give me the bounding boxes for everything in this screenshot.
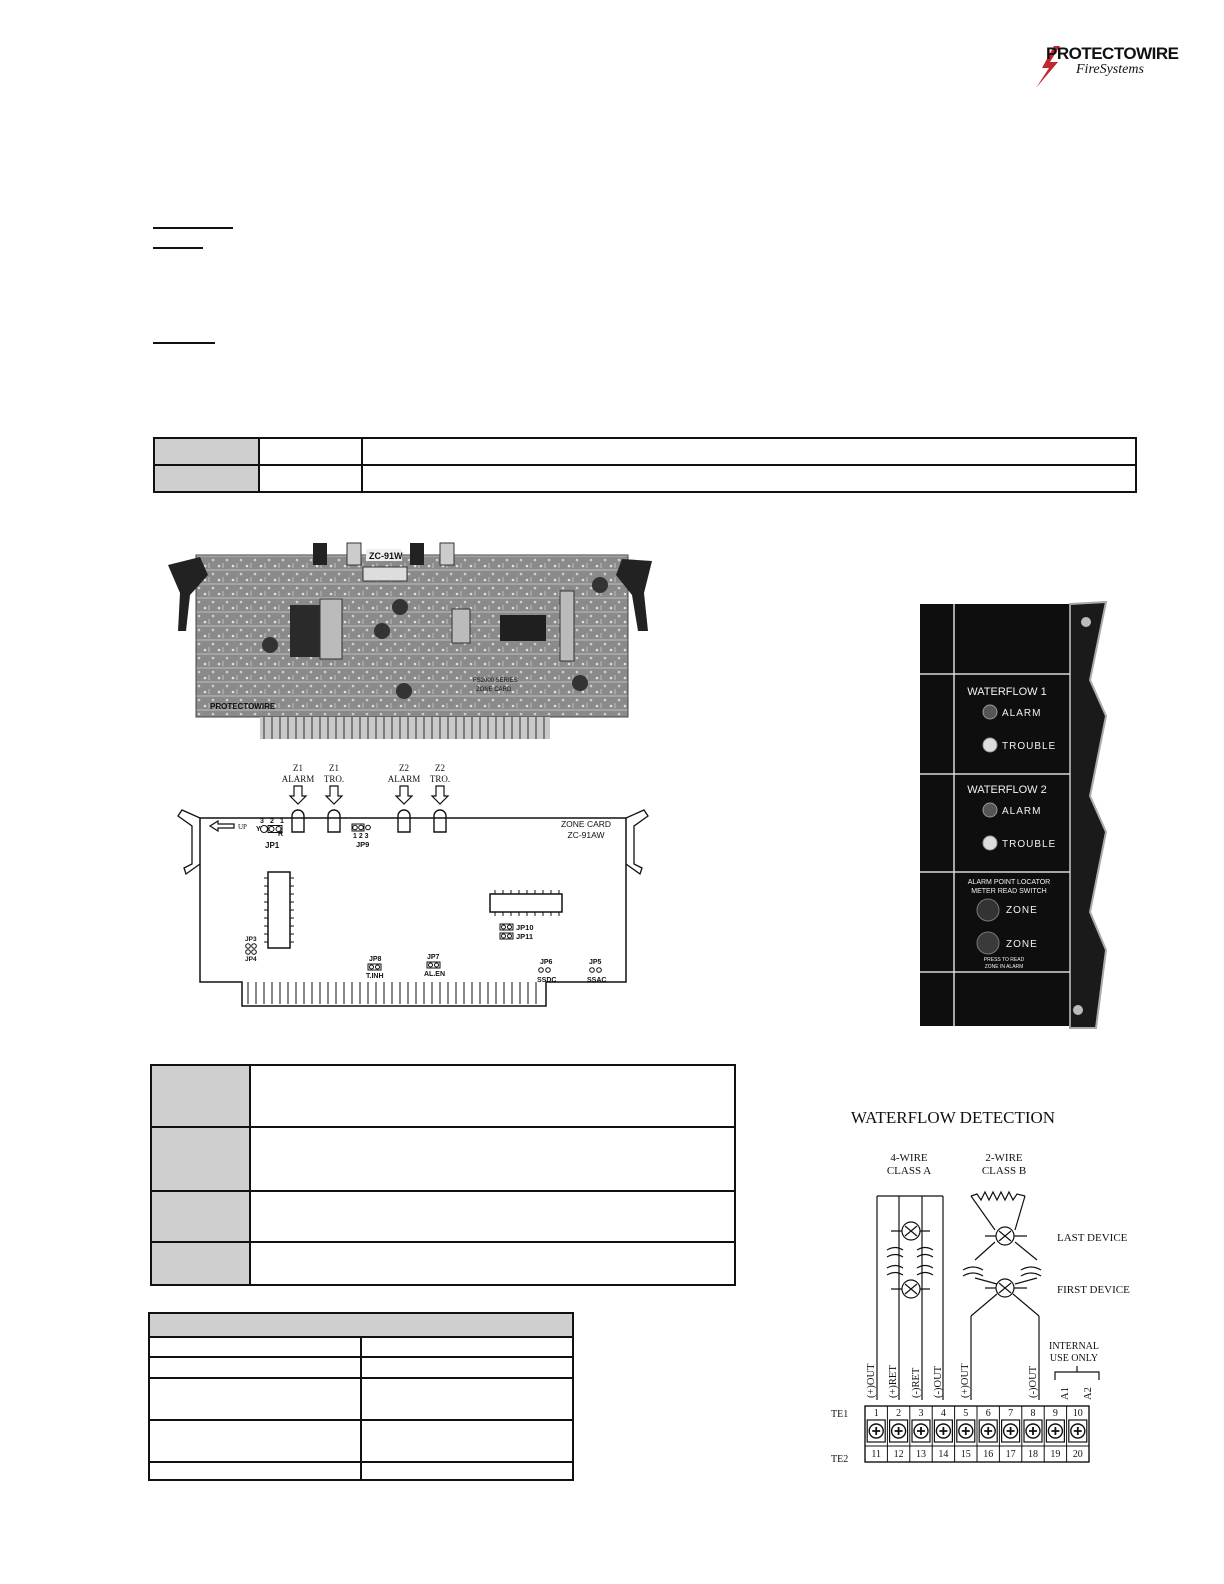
- card-model: ZC-91AW: [567, 830, 605, 840]
- panel-note-2: ZONE IN ALARM: [984, 964, 1024, 970]
- led-label-z1: Z1: [329, 763, 339, 773]
- table-cell: [259, 465, 362, 492]
- jp7-label: JP7: [427, 954, 440, 961]
- te1-label: TE1: [831, 1409, 849, 1420]
- terminal-label-1: (+)OUT: [866, 1363, 877, 1398]
- jp6-sub: SSDC: [537, 977, 557, 984]
- te2-label: TE2: [831, 1454, 849, 1465]
- table-cell: [361, 1357, 573, 1378]
- table-cell: [250, 1242, 735, 1285]
- te2-terminal-number: 11: [871, 1449, 882, 1460]
- middle-table: [150, 1064, 736, 1286]
- te1-terminal-number: 3: [918, 1408, 924, 1419]
- table-cell: [250, 1191, 735, 1242]
- alarm-led-1: [983, 705, 997, 719]
- table-cell: [151, 1242, 250, 1285]
- te2-terminal-number: 20: [1072, 1449, 1083, 1460]
- te2-terminal-number: 19: [1050, 1449, 1061, 1460]
- terminal-label-8: (-)OUT: [1028, 1365, 1039, 1398]
- table-cell: [149, 1337, 361, 1357]
- jp1-sub-r: R: [278, 831, 284, 838]
- panel-note-1: PRESS TO READ: [983, 957, 1025, 963]
- jp1-pin-2: 2: [270, 818, 274, 825]
- table-cell: [154, 465, 259, 492]
- panel-zone-label-2: ZONE: [1006, 939, 1038, 950]
- led-label-z1: Z1: [293, 763, 303, 773]
- panel-waterflow1-alarm: ALARM: [1002, 708, 1042, 719]
- terminal-label-5: (+)OUT: [960, 1363, 971, 1398]
- internal-line1: INTERNAL: [1049, 1341, 1099, 1352]
- class-b-line2: CLASS B: [981, 1165, 1027, 1177]
- table-header-cell: [149, 1313, 573, 1337]
- jp11-label: JP11: [516, 932, 534, 941]
- class-a-line1: 4-WIRE: [890, 1152, 928, 1164]
- table-cell: [151, 1127, 250, 1191]
- table-cell: [362, 465, 1136, 492]
- panel-waterflow2-alarm: ALARM: [1002, 806, 1042, 817]
- te2-terminal-number: 14: [938, 1449, 949, 1460]
- table-cell: [361, 1420, 573, 1462]
- jp6-label: JP6: [540, 959, 553, 966]
- led-label-tro: TRO.: [323, 774, 345, 784]
- te2-terminal-number: 16: [983, 1449, 994, 1460]
- table-cell: [154, 438, 259, 465]
- jp10-label: JP10: [516, 923, 534, 932]
- table-cell: [149, 1357, 361, 1378]
- zone-switch-1: [977, 899, 999, 921]
- jp7-sub: AL.EN: [424, 971, 445, 978]
- te2-terminal-number: 13: [916, 1449, 926, 1460]
- class-b-line1: 2-WIRE: [985, 1152, 1023, 1164]
- last-device-label: LAST DEVICE: [1057, 1232, 1128, 1244]
- table-cell: [149, 1378, 361, 1420]
- photo-brand-label: PROTECTOWIRE: [210, 702, 276, 711]
- table-cell: [151, 1065, 250, 1127]
- table-cell: [250, 1127, 735, 1191]
- jp1-sub-y: Y: [256, 826, 261, 833]
- jp1-pin-1: 1: [280, 818, 284, 825]
- heading-underline-1: [153, 227, 233, 229]
- panel-waterflow1-trouble: TROUBLE: [1002, 741, 1057, 752]
- top-table: [153, 437, 1137, 493]
- terminal-label-4: (-)OUT: [933, 1365, 944, 1398]
- table-cell: [362, 438, 1136, 465]
- zone-switch-2: [977, 932, 999, 954]
- terminal-label-10: A2: [1083, 1387, 1094, 1400]
- table-cell: [151, 1191, 250, 1242]
- table-cell: [149, 1462, 361, 1480]
- te1-terminal-number: 1: [873, 1408, 879, 1419]
- zone-card-photo: [160, 535, 660, 745]
- trouble-led-1: [983, 738, 997, 752]
- terminal-label-3: (-)RET: [911, 1367, 922, 1398]
- jp5-label: JP5: [589, 959, 602, 966]
- te1-terminal-number: 8: [1030, 1408, 1036, 1419]
- te1-terminal-number: 9: [1052, 1408, 1058, 1419]
- logo-brand: PROTECTOWIRE: [1046, 44, 1179, 63]
- te1-terminal-number: 4: [940, 1408, 946, 1419]
- panel-locator-line1: ALARM POINT LOCATOR: [967, 879, 1051, 886]
- panel-zone-label-1: ZONE: [1006, 905, 1038, 916]
- te2-terminal-number: 15: [960, 1449, 971, 1460]
- led-label-alarm: ALARM: [387, 774, 421, 784]
- jp3-label: JP3: [245, 936, 257, 943]
- table-cell: [259, 438, 362, 465]
- te1-terminal-number: 6: [985, 1408, 991, 1419]
- jp8-sub: T.INH: [366, 973, 384, 980]
- jp9-label: JP9: [356, 840, 370, 849]
- table-cell: [250, 1065, 735, 1127]
- alarm-led-2: [983, 803, 997, 817]
- class-a-line2: CLASS A: [886, 1165, 932, 1177]
- photo-series-label: FS2000 SERIES: [473, 678, 518, 684]
- terminal-label-9: A1: [1060, 1387, 1071, 1400]
- jp9-pins: 1 2 3: [353, 833, 369, 840]
- panel-waterflow1-title: WATERFLOW 1: [967, 686, 1047, 698]
- company-logo: [1032, 44, 1179, 90]
- jp5-sub: SSAC: [587, 977, 607, 984]
- waterflow-wiring-diagram: [825, 1100, 1145, 1470]
- te1-terminal-number: 10: [1072, 1408, 1083, 1419]
- jp4-label: JP4: [245, 956, 257, 963]
- table-cell: [361, 1337, 573, 1357]
- te2-terminal-number: 12: [893, 1449, 904, 1460]
- panel-locator-line2: METER READ SWITCH: [971, 888, 1047, 895]
- led-label-z2: Z2: [399, 763, 409, 773]
- jp1-pin-3: 3: [260, 818, 264, 825]
- table-cell: [361, 1378, 573, 1420]
- photo-model-label: ZC-91W: [369, 551, 403, 561]
- first-device-label: FIRST DEVICE: [1057, 1284, 1130, 1296]
- logo-sub: FireSystems: [1076, 62, 1144, 77]
- jp1-label: JP1: [265, 841, 280, 850]
- zone-card-diagram: [168, 760, 658, 1022]
- led-label-alarm: ALARM: [281, 774, 315, 784]
- wiring-title: WATERFLOW DETECTION: [850, 1108, 1056, 1127]
- up-label: UP: [238, 823, 247, 831]
- panel-waterflow2-trouble: TROUBLE: [1002, 839, 1057, 850]
- table-cell: [149, 1420, 361, 1462]
- card-name: ZONE CARD: [560, 819, 612, 829]
- heading-underline-3: [153, 342, 215, 344]
- led-label-z2: Z2: [435, 763, 445, 773]
- terminal-label-2: (+)RET: [888, 1365, 899, 1398]
- jp8-label: JP8: [369, 956, 382, 963]
- front-panel: [920, 600, 1112, 1030]
- panel-waterflow2-title: WATERFLOW 2: [967, 784, 1047, 796]
- te1-terminal-number: 2: [896, 1408, 902, 1419]
- te2-terminal-number: 18: [1028, 1449, 1038, 1460]
- te1-terminal-number: 5: [963, 1408, 969, 1419]
- bottom-table: [148, 1312, 574, 1481]
- te1-terminal-number: 7: [1008, 1408, 1014, 1419]
- heading-underline-2: [153, 247, 203, 249]
- led-label-tro: TRO.: [429, 774, 451, 784]
- te2-terminal-number: 17: [1005, 1449, 1016, 1460]
- table-cell: [361, 1462, 573, 1480]
- internal-line2: USE ONLY: [1049, 1353, 1099, 1364]
- photo-card-label: ZONE CARD: [476, 687, 512, 693]
- trouble-led-2: [983, 836, 997, 850]
